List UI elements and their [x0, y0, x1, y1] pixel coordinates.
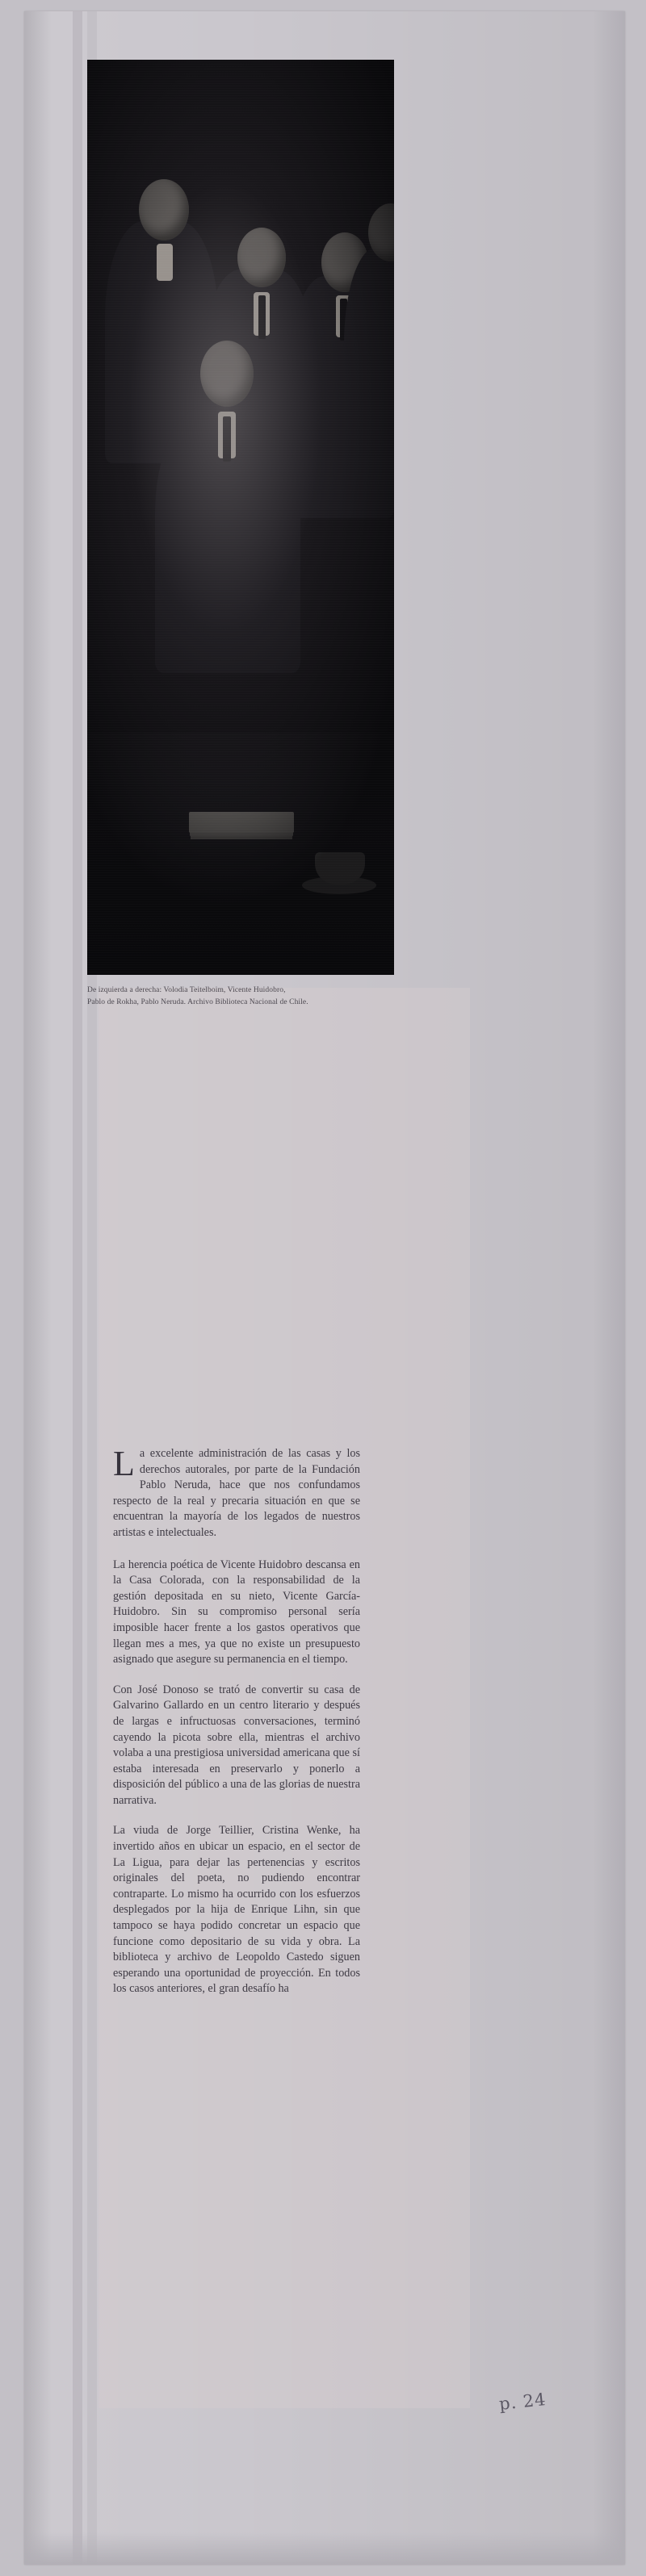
scan-edge-left [24, 11, 52, 2565]
drop-cap: L [113, 1444, 135, 1483]
paragraph-text: La herencia poética de Vicente Huidobro descansa en la Casa Colorada, con la responsabilidad de la gestión depositada en su nieto, Vicente García-Huidobro. Sin su compromiso personal sería imposible hacer frente a los gastos operativos que llegan mes a mes, ya que no existe un presupuesto asignado que asegure su permanencia en el tiempo. [113, 1558, 360, 1666]
scan-edge-right [593, 11, 625, 2565]
paragraph-text: Con José Donoso se trató de convertir su casa de Galvarino Gallardo en un centro literario y después de largas e infructuosas conversaciones, terminó cayendo la picota sobre ella, mientras el archivo volaba a una prestigiosa universidad americana que sí estaba interesada en preservarlo y ponerlo a disposición del público a una de las glorias de nuestra narrativa. [113, 1683, 360, 1807]
paragraph-text: a excelente administración de las casas y los derechos autorales, por parte de la Fundación Pablo Neruda, hace que nos confundamos respecto de la real y precaria situación en que se encuentran la mayoría de los legados de nuestros artistas e intelectuales. [113, 1447, 360, 1539]
photograph-image [87, 60, 394, 975]
paragraph [113, 1558, 360, 1668]
fold-band-left [73, 11, 82, 2565]
handwritten-page-number: p. 24 [497, 2390, 547, 2414]
photograph [87, 60, 394, 975]
photo-caption [87, 985, 402, 1008]
scan-edge-bottom [24, 2532, 625, 2565]
article-body [113, 1446, 360, 2012]
caption-line-1: De izquierda a derecha: Volodia Teitelboim, Vicente Huidobro, [87, 986, 286, 994]
paragraph-text: La viuda de Jorge Teillier, Cristina Wenke, ha invertido años en ubicar un espacio, en el sector de La Ligua, para dejar las pertenencias y escritos originales del poeta, no pudiendo encontrar contraparte. Lo mismo ha ocurrido con los esfuerzos desplegados por la hija de Enrique Lihn, sin que tampoco se haya podido concretar un espacio que funcione como depositario de su vida y obra. La biblioteca y archivo de Leopoldo Castedo siguen esperando una oportunidad de proyección. En todos los casos anteriores, el gran desafío ha [113, 1824, 360, 1996]
paragraph [113, 1446, 360, 1541]
paragraph [113, 1823, 360, 1997]
photo-grain [87, 60, 394, 975]
paragraph [113, 1683, 360, 1809]
caption-line-2: Pablo de Rokha, Pablo Neruda. Archivo Biblioteca Nacional de Chile. [87, 997, 308, 1006]
paper-sheet [24, 11, 625, 2565]
